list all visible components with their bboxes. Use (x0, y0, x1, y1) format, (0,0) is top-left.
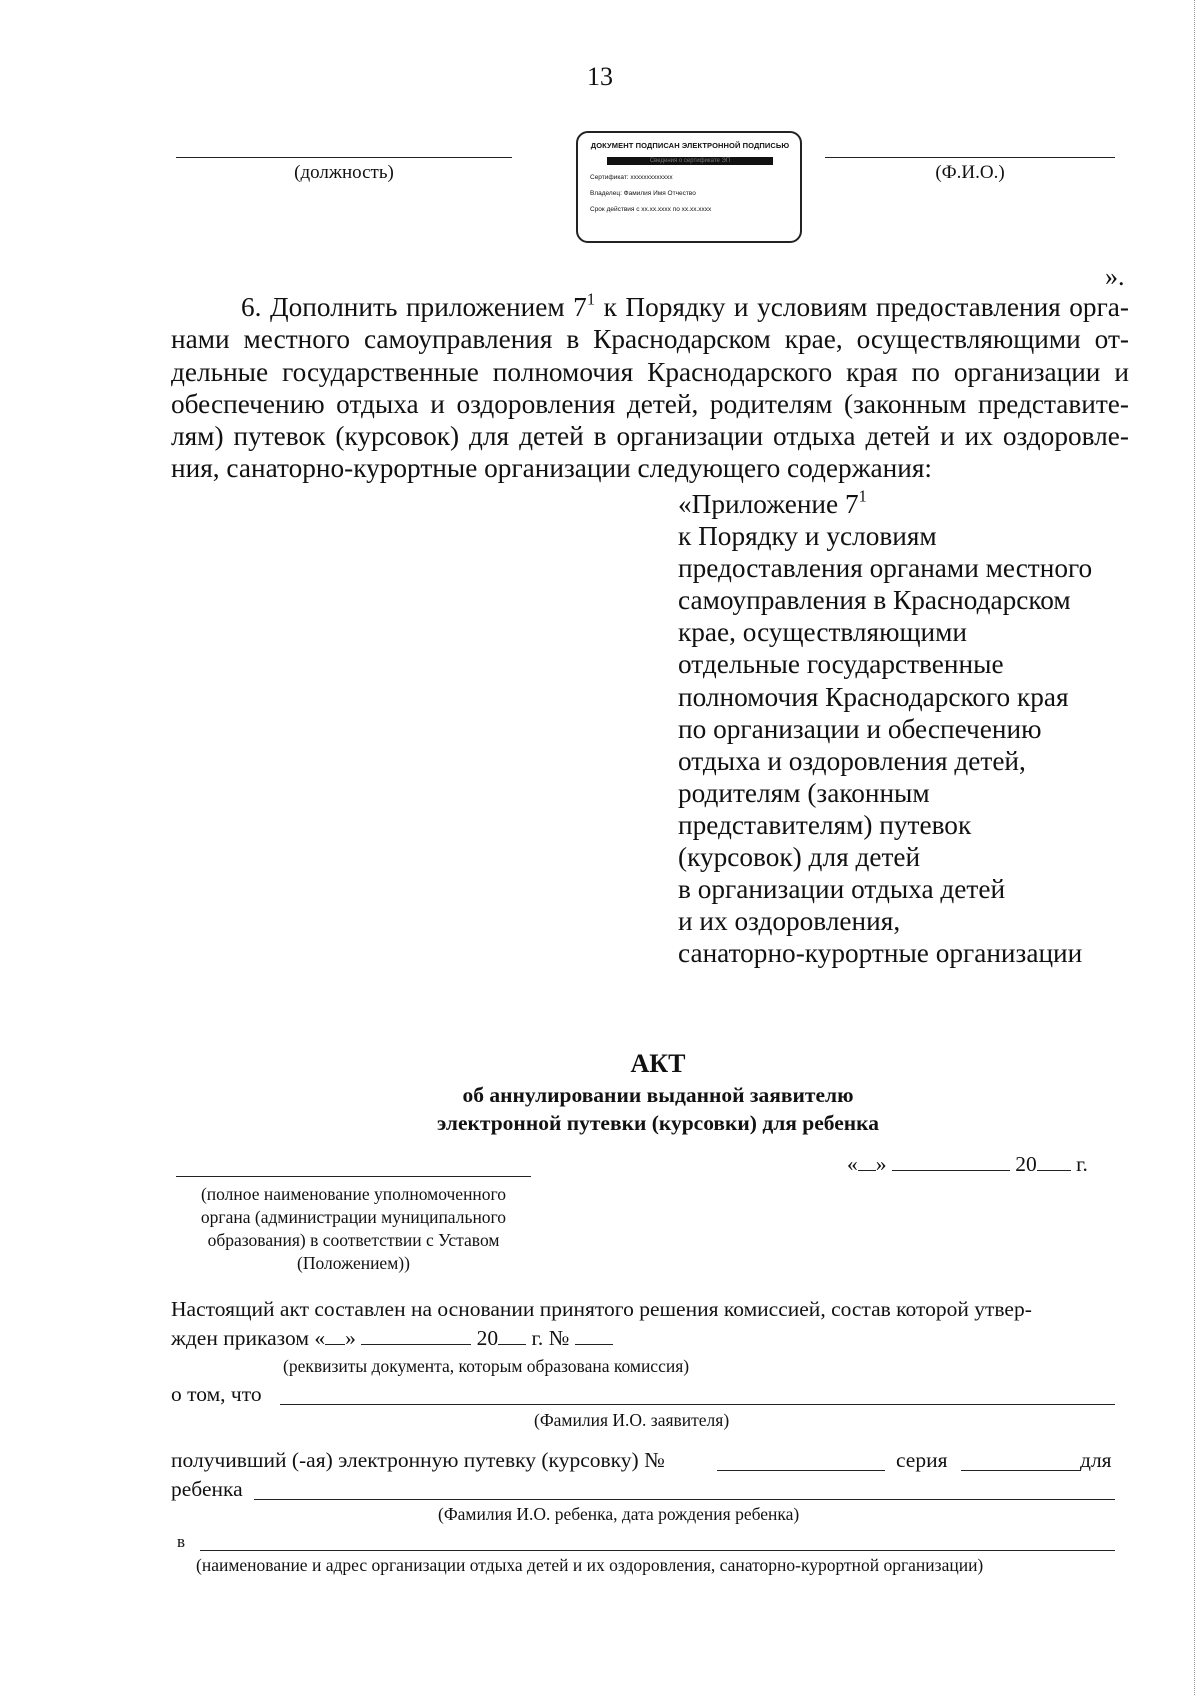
child-caption: (Фамилия И.О. ребенка, дата рождения ребенка) (438, 1504, 800, 1524)
appendix-line: полномочия Краснодарского края (678, 681, 1069, 712)
scan-edge (1193, 0, 1195, 1695)
act-date: « » 20 г. (847, 1152, 1088, 1176)
appendix-line: родителям (законным (678, 777, 930, 808)
applicant-caption: (Фамилия И.О. заявителя) (534, 1410, 730, 1430)
in-label: в (177, 1532, 186, 1551)
paragraph-rest: к Порядку и условиям предоставления орга-нами местного самоуправления в Краснодарском крае, осуществляющими от-дельные государственные полномочия Краснодарского края по организации и обеспечению отдыха и оздоровления детей, родителям (законным представите-лям) путевок (курсовок) для детей в организации отдыха детей и их оздоровле-ния, санаторно-курортные организации следующего содержания: (171, 292, 1129, 484)
appendix-line: крае, осуществляющими (678, 617, 967, 648)
appendix-line: и их оздоровления, (678, 906, 901, 937)
applicant-name-line[interactable] (280, 1404, 1115, 1405)
org-caption: (полное наименование уполномоченного органа (администрации муниципального образования) в соответствии с Уставом (Положением)) (200, 1184, 507, 1273)
basis-caption: (реквизиты документа, которым образована комиссия) (283, 1356, 690, 1376)
appendix-line: отдыха и оздоровления детей, (678, 745, 1026, 776)
appendix-line: (курсовок) для детей (678, 842, 921, 873)
appendix-line: отдельные государственные (678, 649, 1004, 680)
appendix-header (678, 488, 1092, 969)
stamp-certificate: Сертификат: xxxxxxxxxxxxx (590, 174, 673, 181)
about-label: о том, что (171, 1382, 262, 1406)
act-subtitle-1: об аннулировании выданной заявителю (462, 1083, 854, 1107)
amendment-paragraph (171, 291, 1129, 485)
name-signature-line (825, 157, 1115, 158)
appendix-title: «Приложение $7^1$ (678, 486, 867, 519)
date-day-blank[interactable] (858, 1152, 876, 1171)
organization-caption: (наименование и адрес организации отдыха детей и их оздоровления, санаторно-курортной организации) (196, 1555, 984, 1575)
paragraph-sup: 1 (586, 289, 596, 309)
act-subtitle-2: электронной путевки (курсовки) для ребенка (437, 1111, 879, 1135)
appendix-line: санаторно-курортные организации (678, 938, 1083, 969)
paragraph-start: 6. Дополнить приложением 7 (241, 292, 587, 322)
voucher-number-line[interactable] (717, 1470, 885, 1471)
stamp-owner: Владелец: Фамилия Имя Отчество (590, 190, 696, 197)
stamp-validity: Срок действия с xx.xx.xxxx по xx.xx.xxxx (590, 206, 712, 213)
child-label: ребенка (171, 1477, 243, 1501)
org-name-line (176, 1176, 531, 1177)
name-caption: (Ф.И.О.) (935, 162, 1005, 183)
organization-line[interactable] (200, 1550, 1115, 1551)
closing-quote: ». (1105, 262, 1125, 291)
appendix-line: в организации отдыха детей (678, 874, 1006, 905)
position-signature-line (176, 157, 512, 158)
stamp-bar: Сведения о сертификате ЭП (607, 157, 773, 165)
basis-line-1: Настоящий акт составлен на основании принятого решения комиссией, состав которой утвер- (171, 1297, 1032, 1321)
for-label: для (1080, 1448, 1112, 1472)
appendix-line: представителям) путевок (678, 809, 972, 840)
date-month-blank[interactable] (892, 1152, 1010, 1171)
series-label: серия (896, 1448, 948, 1472)
appendix-line: к Порядку и условиям (678, 521, 937, 552)
order-year-blank[interactable] (498, 1326, 526, 1345)
voucher-label: получивший (-ая) электронную путевку (курсовку) № (171, 1448, 665, 1472)
order-month-blank[interactable] (361, 1326, 471, 1345)
basis-line-2: жден приказом « » 20 г. № (171, 1326, 613, 1351)
position-caption: (должность) (294, 162, 394, 183)
date-year-blank[interactable] (1037, 1152, 1071, 1171)
child-name-line[interactable] (254, 1499, 1115, 1500)
order-day-blank[interactable] (325, 1326, 345, 1345)
act-title: АКТ (630, 1049, 686, 1078)
series-line[interactable] (961, 1470, 1081, 1471)
appendix-line: самоуправления в Краснодарском (678, 585, 1071, 616)
page-number: 13 (587, 62, 613, 91)
electronic-signature-stamp (576, 131, 802, 243)
appendix-line: предоставления органами местного (678, 553, 1093, 584)
stamp-title: ДОКУМЕНТ ПОДПИСАН ЭЛЕКТРОННОЙ ПОДПИСЬЮ (590, 141, 790, 150)
appendix-line: по организации и обеспечению (678, 713, 1042, 744)
order-number-blank[interactable] (575, 1326, 613, 1345)
